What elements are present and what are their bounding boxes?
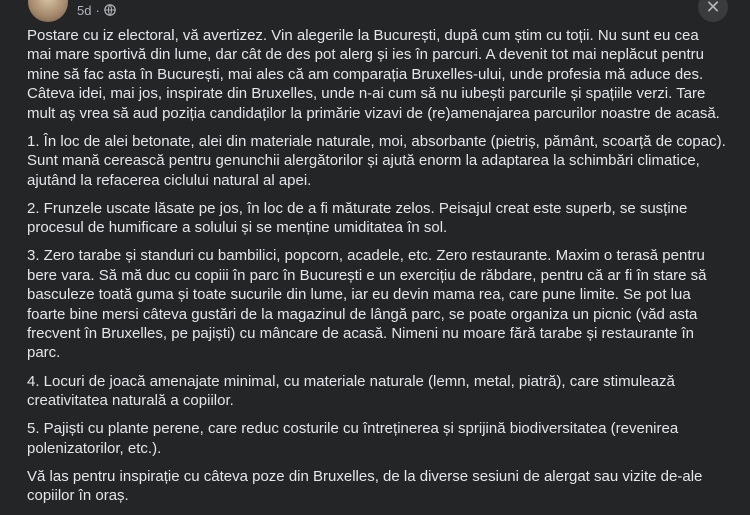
avatar[interactable]	[28, 0, 68, 22]
paragraph-point-3: 3. Zero tarabe și standuri cu bambilici, popcorn, acadele, etc. Zero restaurante. Maxim o terasă pentru bere vara. Să mă duc cu copiii în parc în București e un exercițiu de răbdare, pentru că ar fi în stare să basculeze toată guma și toate sucurile din lume, iar eu devin mama rea, care pune limite. Se pot lua foarte bine mersi câteva gustări de la magazinul de lângă parc, se poate organiza un picnic (văd asta frecvent în Bruxelles, pe pajiști) cu mâncare de acasă. Nimeni nu moare fără tarabe și restaurante în parc.	[27, 247, 707, 362]
globe-icon[interactable]	[104, 4, 116, 16]
meta-separator: ·	[95, 2, 100, 18]
paragraph-point-5: 5. Pajiști cu plante perene, care reduc costurile cu întreținerea și sprijină biodiversitatea (revenirea polenizatorilor, etc.).	[27, 420, 679, 457]
paragraph-point-1: 1. În loc de alei betonate, alei din materiale naturale, moi, absorbante (pietriș, pământ, scoarță de copac). Sunt mană cerească pentru genunchii alergătorilor și ajută enorm la adaptarea la schimbări climatice, ajutând la refacerea ciclului natural al apei.	[27, 132, 726, 189]
post-header	[0, 0, 750, 26]
post-meta	[77, 2, 116, 18]
post-text	[27, 26, 727, 515]
post-timestamp[interactable]: 5d	[77, 2, 92, 18]
close-button[interactable]	[698, 0, 728, 22]
paragraph-closing: Vă las pentru inspirație cu câteva poze din Bruxelles, de la diverse sesiuni de alergat sau vizite de-ale copiilor în oraș.	[27, 467, 703, 505]
close-icon: ✕	[705, 0, 721, 17]
paragraph-point-4: 4. Locuri de joacă amenajate minimal, cu materiale naturale (lemn, metal, piatră), care stimulează creativitatea naturală a copiilor.	[27, 372, 675, 410]
paragraph-intro: Postare cu iz electoral, vă avertizez. Vin alegerile la București, după cum știm cu toții. Nu sunt eu cea mai mare sportivă din lume, dar cât de des pot alerg și ies în parcuri. A devenit tot mai neplăcut pentru mine să fac asta în București, mai ales că am comparația Bruxelles-ului, unde profesia mă aduce des. Câteva idei, mai jos, inspirate din Bruxelles, unde n-ai cum să nu iubești parcurile și spațiile verzi. Tare mult aș vrea să aud poziția candidaților la primărie vizavi de (re)amenajarea parcurilor noastre de acasă.	[27, 27, 720, 122]
paragraph-point-2: 2. Frunzele uscate lăsate pe jos, în loc de a fi măturate zelos. Peisajul creat este superb, se susține procesul de humificare a solului și se menține umiditatea în sol.	[27, 199, 688, 237]
